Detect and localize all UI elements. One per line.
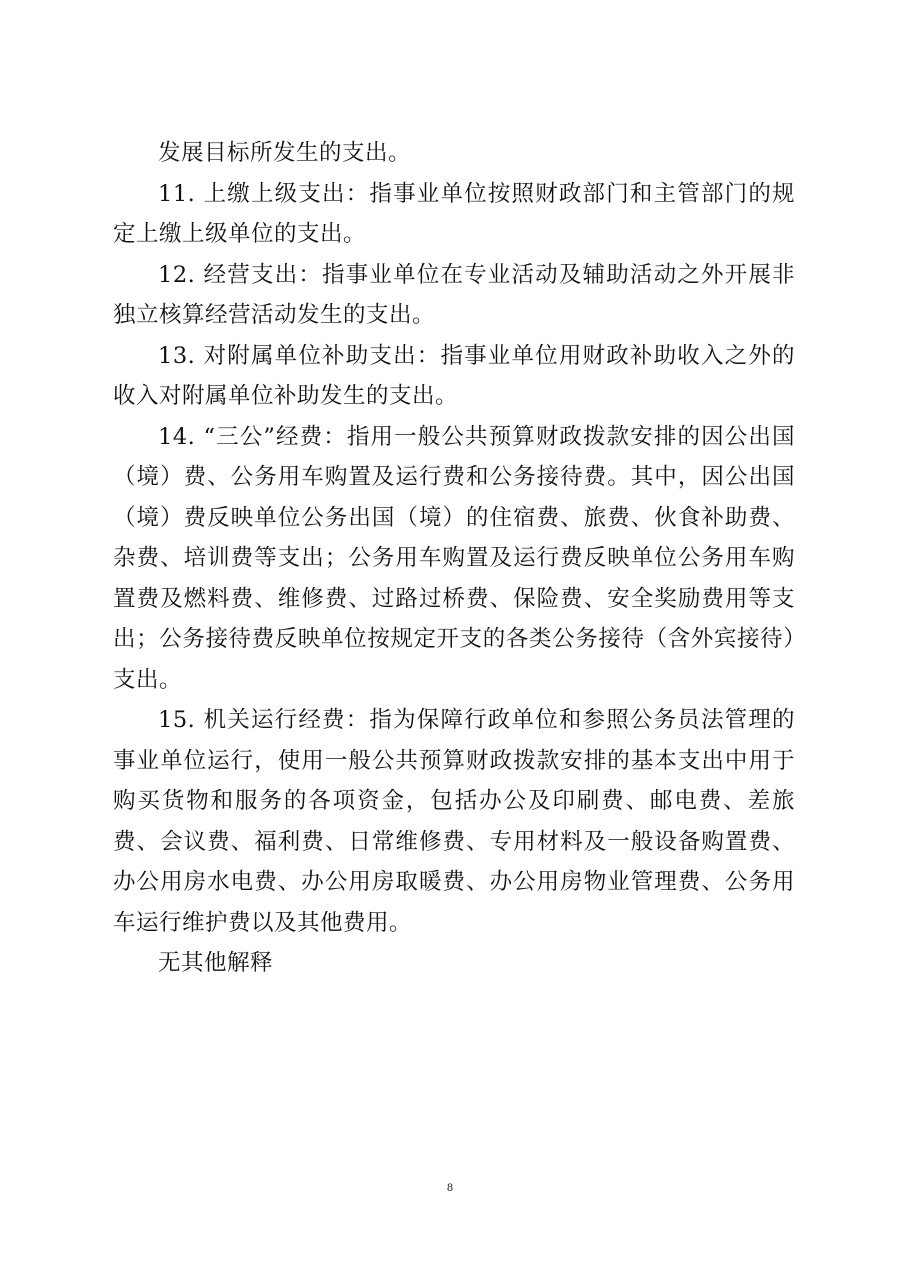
paragraph-item-14: 14. “三公”经费：指用一般公共预算财政拨款安排的因公出国（境）费、公务用车购置及运行费和公务接待费。其中，因公出国（境）费反映单位公务出国（境）的住宿费、旅费、伙食补助费、杂费、培训费等支出；公务用车购置及运行费反映单位公务用车购置费及燃料费、维修费、过路过桥费、保险费、安全奖励费用等支出；公务接待费反映单位按规定开支的各类公务接待（含外宾接待）支出。 [113,423,795,693]
paragraph-item-11: 11. 上缴上级支出：指事业单位按照财政部门和主管部门的规定上缴上级单位的支出。 [113,180,795,247]
paragraph-item-13: 13. 对附属单位补助支出：指事业单位用财政补助收入之外的收入对附属单位补助发生的支出。 [113,342,795,409]
body-text [113,133,795,984]
page-number: 8 [447,1180,453,1194]
paragraph-continuation: 发展目标所发生的支出。 [158,140,412,166]
paragraph-item-12: 12. 经营支出：指事业单位在专业活动及辅助活动之外开展非独立核算经营活动发生的支出。 [113,261,795,328]
paragraph-closing-note: 无其他解释 [158,950,274,976]
paragraph-item-15: 15. 机关运行经费：指为保障行政单位和参照公务员法管理的事业单位运行，使用一般公共预算财政拨款安排的基本支出中用于购买货物和服务的各项资金，包括办公及印刷费、邮电费、差旅费、会议费、福利费、日常维修费、专用材料及一般设备购置费、办公用房水电费、办公用房取暖费、办公用房物业管理费、公务用车运行维护费以及其他费用。 [113,707,795,936]
